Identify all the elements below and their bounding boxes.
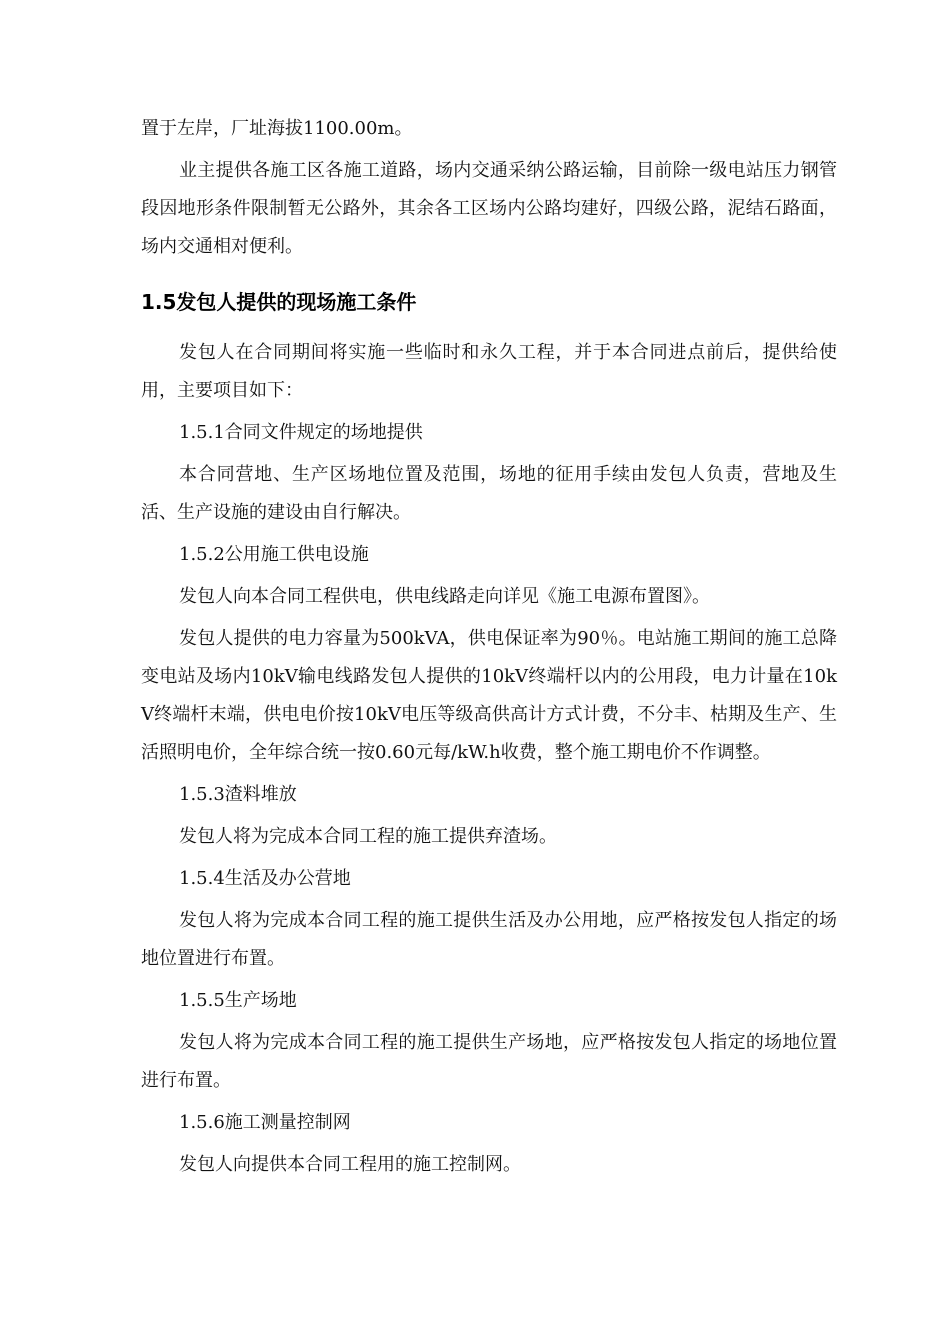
subsection-body-1-5-3: 发包人将为完成本合同工程的施工提供弃渣场。 [179, 826, 557, 847]
subsection-body-1-5-6: 发包人向提供本合同工程用的施工控制网。 [179, 1154, 521, 1175]
subsection-body-1-5-1: 本合同营地、生产区场地位置及范围，场地的征用手续由发包人负责，营地及生活、生产设施的建设由自行解决。 [141, 464, 837, 523]
subsection-title-1-5-4: 1.5.4生活及办公营地 [179, 868, 351, 889]
paragraph-site-roads: 业主提供各施工区各施工道路，场内交通采纳公路运输，目前除一级电站压力钢管段因地形条件限制暂无公路外，其余各工区场内公路均建好，四级公路，泥结石路面，场内交通相对便利。 [141, 160, 837, 257]
subsection-title-1-5-1: 1.5.1合同文件规定的场地提供 [179, 422, 423, 443]
paragraph-site-elevation: 置于左岸，厂址海拔1100.00m。 [141, 118, 413, 139]
subsection-body-1-5-5: 发包人将为完成本合同工程的施工提供生产场地，应严格按发包人指定的场地位置进行布置。 [141, 1032, 837, 1091]
document-body [141, 110, 837, 1184]
subsection-body-1-5-2-route: 发包人向本合同工程供电，供电线路走向详见《施工电源布置图》。 [179, 586, 710, 607]
subsection-title-1-5-3: 1.5.3渣料堆放 [179, 784, 297, 805]
subsection-body-1-5-2-capacity: 发包人提供的电力容量为500kVA，供电保证率为90％。电站施工期间的施工总降变电站及场内10kV输电线路发包人提供的10kV终端杆以内的公用段，电力计量在10kV终端杆末端，供电电价按10kV电压等级高供高计方式计费，不分丰、枯期及生产、生活照明电价，全年综合统一按0.60元每/kW.h收费，整个施工期电价不作调整。 [141, 628, 837, 763]
section-intro: 发包人在合同期间将实施一些临时和永久工程，并于本合同进点前后，提供给使用，主要项目如下： [141, 342, 837, 401]
subsection-body-1-5-4: 发包人将为完成本合同工程的施工提供生活及办公用地，应严格按发包人指定的场地位置进行布置。 [141, 910, 837, 969]
subsection-title-1-5-5: 1.5.5生产场地 [179, 990, 297, 1011]
section-heading: 1.5发包人提供的现场施工条件 [141, 290, 417, 314]
subsection-title-1-5-6: 1.5.6施工测量控制网 [179, 1112, 351, 1133]
subsection-title-1-5-2: 1.5.2公用施工供电设施 [179, 544, 369, 565]
